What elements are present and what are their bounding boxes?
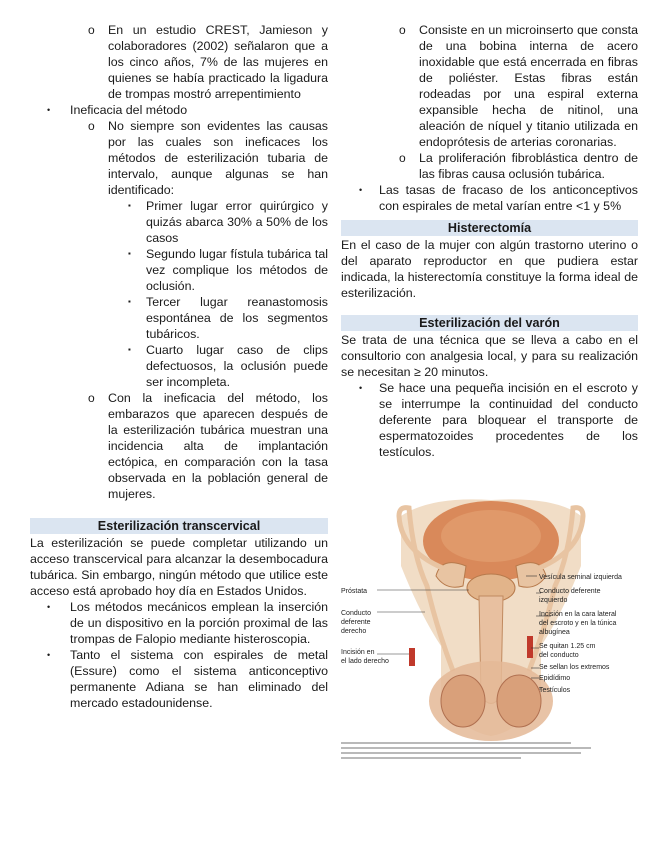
label-conducto-izq: Conducto deferente (539, 588, 601, 595)
ineficacia-causas: No siempre son evidentes las causas por las cuales son ineficaces los métodos de esterilización tubaria de intervalo, aunque algunas se han identificado: (108, 119, 328, 197)
testis-right (441, 675, 485, 727)
causa-2: Segundo lugar fístula tubárica tal vez complique los métodos de oclusión. (146, 247, 328, 293)
varon-item: Se hace una pequeña incisión en el escroto y se interrumpe la continuidad del conducto deferente para bloquear el transporte de espermatozoides procedentes de los testículos. (379, 381, 638, 459)
list-item (30, 246, 328, 294)
label-derecho: derecho (341, 628, 367, 635)
bullet: • (47, 650, 51, 660)
transcervical-heading: Esterilización transcervical (30, 518, 328, 534)
varon-heading: Esterilización del varón (341, 315, 638, 331)
label-se-quitan: Se quitan 1.25 cm (539, 643, 596, 650)
list-item (30, 647, 328, 711)
anatomy-figure (341, 496, 639, 760)
label-incision-cara: Incisión en la cara lateral (539, 611, 617, 618)
histerectomia-heading: Histerectomía (341, 220, 638, 236)
label-epididimo: Epidídimo (539, 675, 571, 682)
square-bullet: ▪ (128, 345, 131, 354)
label-testiculos: Testículos (539, 687, 571, 694)
label-escroto-tunica: del escroto y en la túnica (539, 620, 617, 627)
varon-text: Se trata de una técnica que se lleva a cabo en el consultorio con analgesia local, y para su realización se necesitan ≥ 20 minutos. (341, 333, 638, 379)
essure-text-1: Consiste en un microinserto que consta de una bobina interna de acero inoxidable que está encerrada en fibras de poliéster. Estas fibras están rodeadas por una espiral externa expansible hecha de nitinol, una aleación de níquel y titanio utilizada en endoprótesis de arterias coronarias. (419, 23, 638, 149)
list-item (30, 198, 328, 246)
bullet: • (359, 383, 363, 393)
circle-bullet: o (399, 151, 406, 165)
label-prostata: Próstata (341, 588, 368, 595)
label-vesicula: Vesícula seminal izquierda (539, 574, 622, 581)
list-item (30, 294, 328, 342)
incision-right-mark (409, 648, 415, 666)
left-column (30, 0, 328, 711)
list-item (30, 118, 328, 198)
list-item (341, 150, 638, 182)
list-item (30, 599, 328, 647)
source-credit-lines (341, 742, 591, 759)
histerectomia-text: En el caso de la mujer con algún trastorno uterino o del aparato reproductor en que pudiera estar indicada, la histerectomía constituye la forma ideal de esterilización. (341, 238, 638, 300)
causa-4: Cuarto lugar caso de clips defectuosos, la oclusión puede ser incompleta. (146, 343, 328, 389)
transcervical-item-2: Tanto el sistema con espirales de metal (Essure) como el sistema anticonceptivo permanente Adiana se han eliminado del mercado estadounidense. (70, 648, 328, 710)
circle-bullet: o (399, 23, 406, 37)
bullet: • (47, 105, 51, 115)
fracaso-text: Las tasas de fracaso de los anticonceptivos con espirales de metal varían entre <1 y 5% (379, 183, 638, 213)
essure-text-2: La proliferación fibroblástica dentro de las fibras causa oclusión tubárica. (419, 151, 638, 181)
causa-1: Primer lugar error quirúrgico y quizás abarca 30% a 50% de los casos (146, 199, 328, 245)
circle-bullet: o (88, 23, 95, 37)
testis-left (497, 675, 541, 727)
bullet: • (359, 185, 363, 195)
square-bullet: ▪ (128, 201, 131, 210)
list-item (341, 380, 638, 460)
incision-left-mark (527, 636, 533, 658)
list-item (341, 22, 638, 150)
label-lado-derecho: el lado derecho (341, 658, 389, 665)
vasectomy-illustration (341, 496, 639, 760)
label-deferente: deferente (341, 619, 371, 626)
list-item (30, 390, 328, 502)
bullet: • (47, 602, 51, 612)
circle-bullet: o (88, 119, 95, 133)
square-bullet: ▪ (128, 249, 131, 258)
ineficacia-title: Ineficacia del método (70, 103, 188, 117)
list-item (341, 182, 638, 214)
bladder-highlight (441, 510, 541, 562)
circle-bullet: o (88, 391, 95, 405)
square-bullet: ▪ (128, 297, 131, 306)
ineficacia-embarazos: Con la ineficacia del método, los embarazos que aparecen después de la esterilización tubárica muestran una incidencia alta de implantación ectópica, en comparación con la tasa observada en la población general de mujeres. (108, 391, 328, 501)
label-del-conducto: del conducto (539, 652, 579, 659)
right-column (341, 0, 638, 460)
list-item (30, 22, 328, 102)
label-conducto: Conducto (341, 610, 371, 617)
label-se-sellan: Se sellan los extremos (539, 664, 610, 671)
transcervical-text: La esterilización se puede completar utilizando un acceso transcervical para alcanzar la desembocadura tubárica. Sin embargo, ningún método que utilice este acceso está aprobado hoy día en Estados Unidos. (30, 536, 328, 598)
causa-3: Tercer lugar reanastomosis espontánea de los segmentos tubáricos. (146, 295, 328, 341)
label-albuginea: albugínea (539, 629, 570, 636)
crest-text: En un estudio CREST, Jamieson y colaboradores (2002) señalaron que a los cinco años, 7% de las mujeres en quienes se había practicado la ligadura de trompas mostró arrepentimiento (108, 23, 328, 101)
transcervical-item-1: Los métodos mecánicos emplean la inserción de un dispositivo en la porción proximal de las trompas de Falopio mediante histeroscopia. (70, 600, 328, 646)
label-izquierdo: izquierdo (539, 597, 568, 604)
label-incision-en: Incisión en (341, 649, 375, 656)
list-item (30, 342, 328, 390)
list-item (30, 102, 328, 118)
